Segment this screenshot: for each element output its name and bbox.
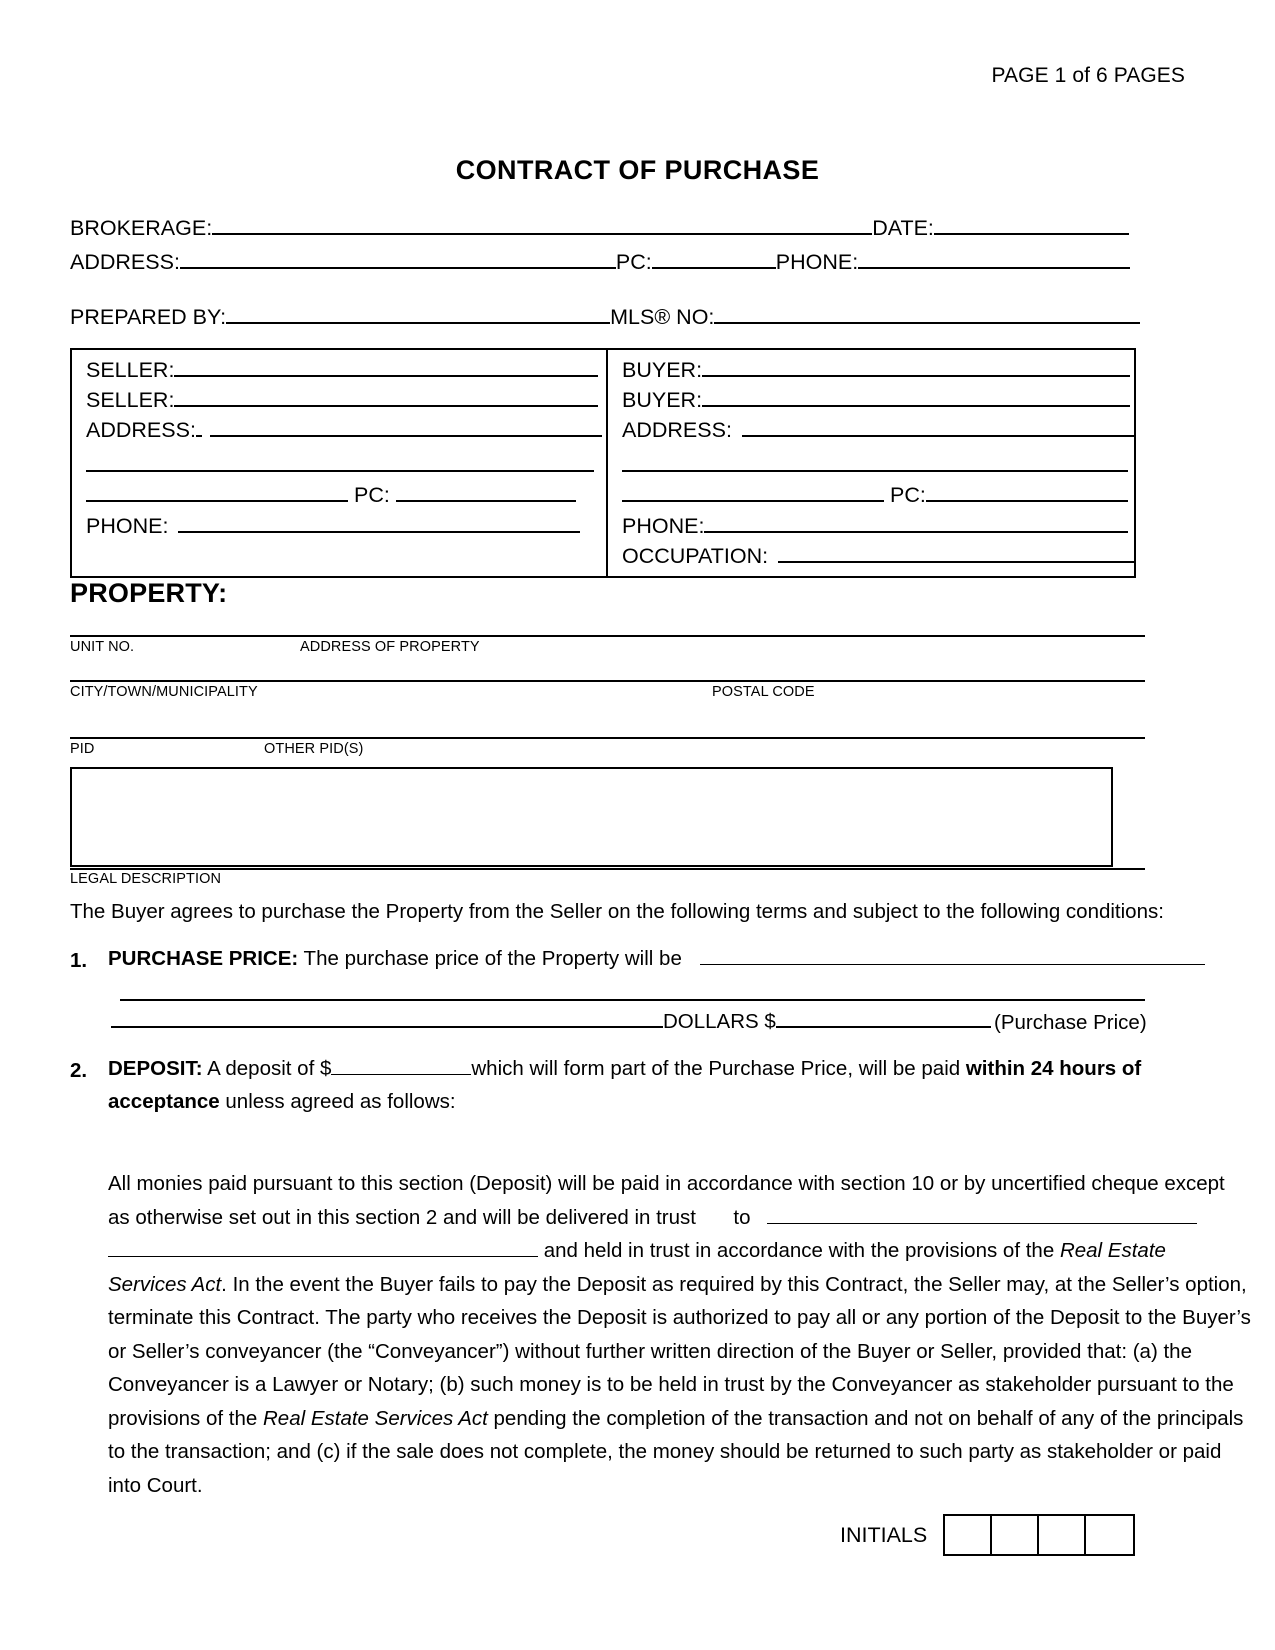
purchase-price-words-input-line3[interactable]	[111, 1026, 663, 1028]
deposit-para-line-2-to: to	[733, 1205, 751, 1229]
date-label: DATE:	[872, 216, 934, 240]
seller-address-row	[86, 420, 602, 442]
brokerage-input[interactable]	[212, 233, 872, 235]
initials-cell-2[interactable]	[992, 1516, 1039, 1554]
pid-caption: PID	[70, 741, 95, 757]
dollars-label: DOLLARS $	[663, 1010, 776, 1033]
seller-phone-row	[86, 516, 580, 538]
clause-2-lead-bold: within 24 hours of	[965, 1057, 1142, 1080]
clause-2-line1	[108, 1059, 1141, 1080]
deposit-para-line-8	[108, 1402, 1244, 1436]
clause-1-heading: PURCHASE PRICE:	[108, 947, 299, 970]
other-pids-caption: OTHER PID(S)	[264, 741, 364, 757]
pc-label: PC:	[615, 250, 652, 274]
mls-no-input[interactable]	[714, 322, 1140, 324]
seller-pc-label: PC:	[353, 483, 390, 507]
initials-area	[840, 1514, 1135, 1556]
deposit-para-line-7: Conveyancer is a Lawyer or Notary; (b) such money is to be held in trust by the Conveyancer as stakeholder pursuant to the	[108, 1373, 1234, 1396]
seller-column	[72, 350, 606, 576]
buyer-occupation-label: OCCUPATION:	[622, 544, 769, 568]
buyer2-input[interactable]	[702, 405, 1130, 407]
buyer-phone-row	[622, 516, 1128, 538]
seller-address-input-main[interactable]	[210, 435, 602, 437]
prepared-by-row	[70, 307, 1140, 329]
seller2-input[interactable]	[174, 405, 598, 407]
deposit-paragraph	[108, 1167, 1251, 1502]
buyer-column	[608, 350, 1136, 576]
buyer-phone-input[interactable]	[704, 531, 1128, 533]
clause-2-lead-b: which will form part of the Purchase Price, will be paid	[471, 1057, 961, 1080]
seller2-row	[86, 390, 598, 412]
deposit-para-line-2-text: as otherwise set out in this section 2 and will be delivered in trust	[108, 1205, 696, 1229]
deposit-para-line-4-rest: . In the event the Buyer fails to pay the Deposit as required by this Contract, the Seller may, at the Seller’s option,	[221, 1272, 1247, 1296]
clause-1-number: 1.	[70, 949, 88, 972]
seller-address-line2-row	[86, 455, 594, 477]
seller-address-label: ADDRESS:	[86, 418, 196, 442]
initials-cell-1[interactable]	[945, 1516, 992, 1554]
seller-city-pc-row	[86, 485, 576, 507]
purchase-price-words-input-line2[interactable]	[120, 999, 1145, 1001]
date-input[interactable]	[934, 233, 1129, 235]
clause-2-number: 2.	[70, 1059, 88, 1082]
brokerage-label: BROKERAGE:	[70, 216, 213, 240]
purchase-price-note: (Purchase Price)	[994, 1011, 1147, 1034]
clause-1-lead: The purchase price of the Property will be	[303, 947, 682, 970]
deposit-para-line-4-italic: Services Act	[108, 1272, 222, 1296]
deposit-para-line-2	[108, 1201, 1148, 1235]
deposit-para-line-8-text: provisions of the	[108, 1406, 258, 1430]
mls-no-label: MLS® NO:	[610, 305, 715, 329]
brokerage-pc-input[interactable]	[652, 267, 776, 269]
buyer-address-input[interactable]	[742, 435, 1134, 437]
seller-phone-label: PHONE:	[86, 514, 169, 538]
initials-label: INITIALS	[840, 1522, 928, 1547]
deposit-para-line-1: All monies paid pursuant to this section (Deposit) will be paid in accordance with section 10 or by uncertified cheque except	[108, 1172, 1225, 1195]
property-address-input[interactable]	[70, 635, 1145, 637]
address-of-property-caption: ADDRESS OF PROPERTY	[300, 639, 480, 655]
purchase-price-words-input[interactable]	[700, 964, 1205, 965]
seller-city-input[interactable]	[86, 500, 348, 502]
address-label: ADDRESS:	[70, 250, 180, 274]
page-indicator: PAGE 1 of 6 PAGES	[991, 64, 1185, 87]
prepared-by-label: PREPARED BY:	[70, 305, 227, 329]
buyer-occupation-input[interactable]	[778, 561, 1136, 563]
clause-2-line2	[108, 1092, 456, 1113]
unit-no-caption: UNIT NO.	[70, 639, 135, 655]
deposit-para-line-8-italic: Real Estate Services Act	[262, 1406, 488, 1430]
city-municipality-caption: CITY/TOWN/MUNICIPALITY	[70, 684, 258, 700]
buyer-city-pc-row	[622, 485, 1128, 507]
deposit-para-line-3-italic: Real Estate	[1059, 1239, 1166, 1262]
seller-address-line2-input[interactable]	[86, 470, 594, 472]
property-city-postal-input[interactable]	[70, 680, 1145, 682]
buyer-city-input[interactable]	[622, 500, 884, 502]
postal-code-caption: POSTAL CODE	[712, 684, 815, 700]
buyer-pc-label: PC:	[889, 483, 926, 507]
dollars-row	[111, 1012, 991, 1033]
deposit-para-line-4	[108, 1268, 1247, 1302]
clause-2-acceptance-bold: acceptance	[108, 1090, 220, 1113]
initials-cell-4[interactable]	[1086, 1516, 1133, 1554]
property-pid-input[interactable]	[70, 737, 1145, 739]
clause-2-heading: DEPOSIT:	[108, 1057, 203, 1080]
parties-box	[70, 348, 1136, 578]
buyer1-label: BUYER:	[622, 358, 703, 382]
clause-2-lead-a: A deposit of $	[207, 1057, 332, 1080]
deposit-para-line-3-text: and held in trust in accordance with the provisions of the	[543, 1239, 1055, 1262]
initials-grid	[943, 1514, 1135, 1556]
clause-1-row	[108, 949, 1205, 970]
seller2-label: SELLER:	[86, 388, 175, 412]
brokerage-address-input[interactable]	[180, 267, 616, 269]
seller1-row	[86, 360, 598, 382]
deposit-amount-input[interactable]	[331, 1074, 471, 1075]
clause-2-acceptance-rest: unless agreed as follows:	[225, 1090, 456, 1113]
legal-description-underline	[70, 868, 1145, 870]
legal-description-input[interactable]	[70, 767, 1113, 867]
buyer2-row	[622, 390, 1130, 412]
legal-description-caption: LEGAL DESCRIPTION	[70, 871, 222, 887]
property-heading: PROPERTY:	[70, 578, 228, 608]
brokerage-address-row	[70, 252, 1130, 274]
deposit-para-line-10: into Court.	[108, 1473, 203, 1497]
buyer-phone-label: PHONE:	[622, 514, 705, 538]
deposit-para-line-9: to the transaction; and (c) if the sale does not complete, the money should be returned to such party as stakeholder or paid	[108, 1440, 1222, 1463]
deposit-agreed-terms-input[interactable]	[108, 1120, 1145, 1162]
buyer1-input[interactable]	[702, 375, 1130, 377]
seller1-label: SELLER:	[86, 358, 175, 382]
initials-cell-3[interactable]	[1039, 1516, 1086, 1554]
buyer-occupation-row	[622, 546, 1136, 568]
trust-party-input-cont[interactable]	[108, 1256, 538, 1257]
seller-pc-input[interactable]	[396, 500, 576, 502]
seller-phone-input[interactable]	[178, 531, 580, 533]
page-title: CONTRACT OF PURCHASE	[455, 155, 820, 185]
trust-party-input[interactable]	[767, 1223, 1197, 1224]
intro-sentence: The Buyer agrees to purchase the Property from the Seller on the following terms and subject to the following conditions:	[70, 900, 1164, 923]
buyer-address-line2-row	[622, 455, 1128, 477]
seller-address-input	[196, 435, 202, 437]
deposit-para-line-6: or Seller’s conveyancer (the “Conveyancer”) without further written direction of the Buyer or Seller, provided that: (a) the	[108, 1339, 1192, 1363]
phone-label: PHONE:	[775, 250, 859, 274]
deposit-para-line-3	[108, 1234, 1166, 1268]
buyer-address-label: ADDRESS:	[622, 418, 732, 442]
purchase-price-amount-input[interactable]	[776, 1026, 991, 1028]
buyer1-row	[622, 360, 1130, 382]
buyer-address-line2-input[interactable]	[622, 470, 1128, 472]
buyer-pc-input[interactable]	[926, 500, 1128, 502]
buyer2-label: BUYER:	[622, 388, 703, 412]
prepared-by-input[interactable]	[226, 322, 610, 324]
seller1-input[interactable]	[174, 375, 598, 377]
deposit-para-line-8-rest: pending the completion of the transaction and not on behalf of any of the principals	[493, 1406, 1244, 1430]
brokerage-row	[70, 218, 1129, 240]
deposit-para-line-5: terminate this Contract. The party who receives the Deposit is authorized to pay all or any portion of the Deposit to the Buyer’s	[108, 1306, 1251, 1329]
brokerage-phone-input[interactable]	[858, 267, 1130, 269]
buyer-address-row	[622, 420, 1134, 442]
